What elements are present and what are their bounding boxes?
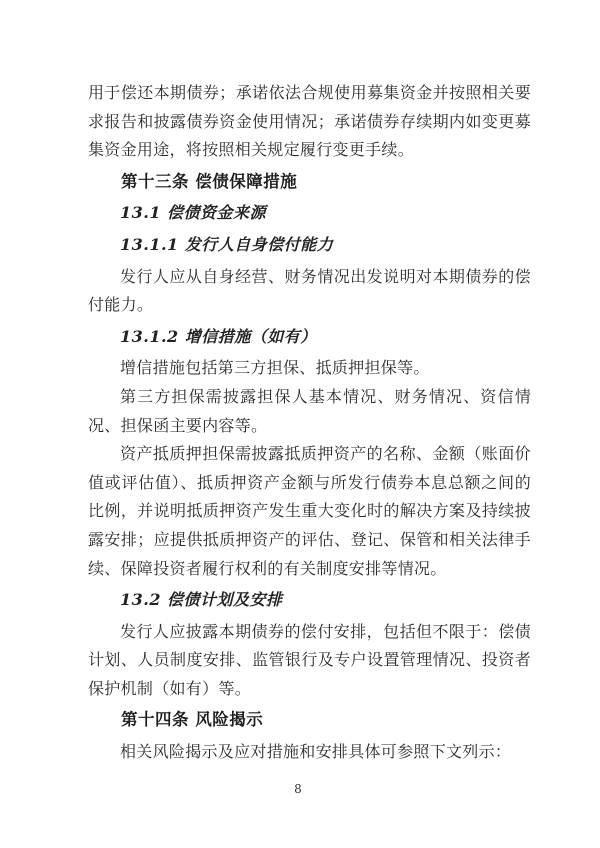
paragraph-risk-disclosure-intro: 相关风险揭示及应对措施和安排具体可参照下文列示： — [120, 742, 512, 762]
subsection-heading-13-1-2-credit-enhancement: 13.1.2 增信措施（如有） — [120, 326, 317, 346]
page-number: 8 — [294, 782, 302, 796]
paragraph-repayment-arrangements: 发行人应披露本期债券的偿付安排，包括但不限于：偿债计划、人员制度安排、监管银行及专户设置管理情况、投资者保护机制（如有）等。 — [88, 621, 531, 698]
document-content — [88, 79, 531, 767]
subsection-heading-13-1-1-issuer-solvency: 13.1.1 发行人自身偿付能力 — [120, 234, 334, 254]
section-heading-13-2-repayment-plan: 13.2 偿债计划及安排 — [120, 590, 283, 610]
section-heading-13-1-fund-sources: 13.1 偿债资金来源 — [120, 203, 267, 223]
paragraph-pledged-assets: 资产抵质押担保需披露抵质押资产的名称、金额（账面价值或评估值）、抵质押资产金额与所发行债券本息总额之间的比例，并说明抵质押资产发生重大变化时的解决方案及持续披露安排；应提供抵质押资产的评估、登记、保管和相关法律手续、保障投资者履行权利的有关制度安排等情况。 — [88, 444, 531, 578]
article-heading-14-risk-disclosure: 第十四条 风险揭示 — [121, 710, 264, 730]
paragraph-third-party-guarantee: 第三方担保需披露担保人基本情况、财务情况、资信情况、担保函主要内容等。 — [88, 386, 531, 435]
paragraph-issuer-solvency: 发行人应从自身经营、财务情况出发说明对本期债券的偿付能力。 — [88, 266, 531, 315]
paragraph-credit-enhancement: 增信措施包括第三方担保、抵质押担保等。 — [120, 358, 430, 378]
article-heading-13-debt-protection: 第十三条 偿债保障措施 — [121, 171, 298, 191]
paragraph-continued-use-of-proceeds: 用于偿还本期债券；承诺依法合规使用募集资金并按照相关要求报告和披露债券资金使用情况；承诺债券存续期内如变更募集资金用途，将按照相关规定履行变更手续。 — [88, 83, 531, 160]
